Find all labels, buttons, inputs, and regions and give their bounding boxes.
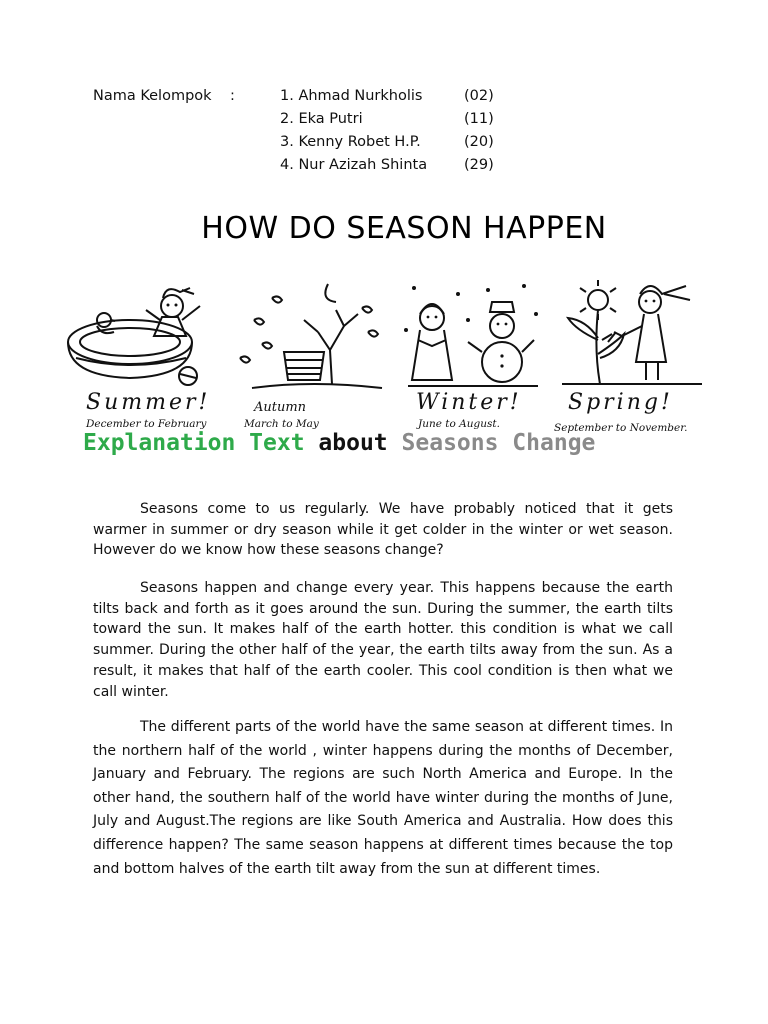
subtitle-part-black: about [318, 430, 388, 456]
group-label: Nama Kelompok [93, 88, 212, 104]
seasons-illustration [62, 280, 706, 438]
summer-pool-drawing-icon [62, 280, 227, 400]
paragraph: The different parts of the world have the same season at different times. In the northern half of the world , winter happens during the months of December, January and February. The regions are such North America and Europe. In the other hand, the southern half of the world have winter during the months of June, July and August.The regions are like South America and Australia. How does this difference happen? The same season happens at different times because the top and bottom halves of the earth tilt away from the sun at different times. [93, 719, 673, 877]
member-name: 4. Nur Azizah Shinta [280, 157, 428, 173]
paragraph: Seasons come to us regularly. We have probably noticed that it gets warmer in summer or dry season while it get colder in the winter or wet season. However do we know how these seasons change? [93, 501, 673, 559]
member-number: (11) [464, 111, 494, 127]
winter-months: June to August. [418, 418, 500, 430]
member-number: (20) [464, 134, 494, 150]
spring-label: Spring! [568, 390, 673, 415]
winter-snowman-drawing-icon [398, 280, 548, 392]
member-row [280, 88, 520, 110]
subtitle-part-green: Explanation Text [83, 430, 305, 456]
autumn-months: March to May [244, 418, 319, 430]
member-row [280, 134, 520, 156]
autumn-panel [232, 280, 392, 438]
member-row [280, 111, 520, 133]
autumn-tree-drawing-icon [232, 280, 392, 398]
spring-flower-drawing-icon [552, 280, 706, 388]
subtitle-part-grey: Seasons Change [401, 430, 596, 456]
group-colon: : [230, 88, 235, 104]
member-name: 2. Eka Putri [280, 111, 363, 127]
member-name: 1. Ahmad Nurkholis [280, 88, 423, 104]
winter-label: Winter! [416, 390, 522, 415]
spring-months: September to November. [554, 422, 688, 434]
member-number: (29) [464, 157, 494, 173]
summer-months: December to February [86, 418, 207, 430]
member-number: (02) [464, 88, 494, 104]
spring-panel [552, 280, 706, 438]
winter-panel [398, 280, 548, 438]
autumn-label: Autumn [254, 400, 307, 415]
member-name: 3. Kenny Robet H.P. [280, 134, 421, 150]
paragraph: Seasons happen and change every year. This happens because the earth tilts back and forth as it goes around the sun. During the summer, the earth tilts toward the sun. It makes half of the earth hotter. this condition is what we call summer. During the other half of the year, the earth tilts away from the sun. As a result, it makes that half of the earth cooler. This cool condition is then what we call winter. [93, 580, 673, 700]
summer-panel [62, 280, 227, 438]
subtitle [83, 430, 595, 456]
summer-label: Summer! [86, 390, 211, 415]
page-title: HOW DO SEASON HAPPEN [201, 211, 607, 246]
member-row [280, 157, 520, 179]
